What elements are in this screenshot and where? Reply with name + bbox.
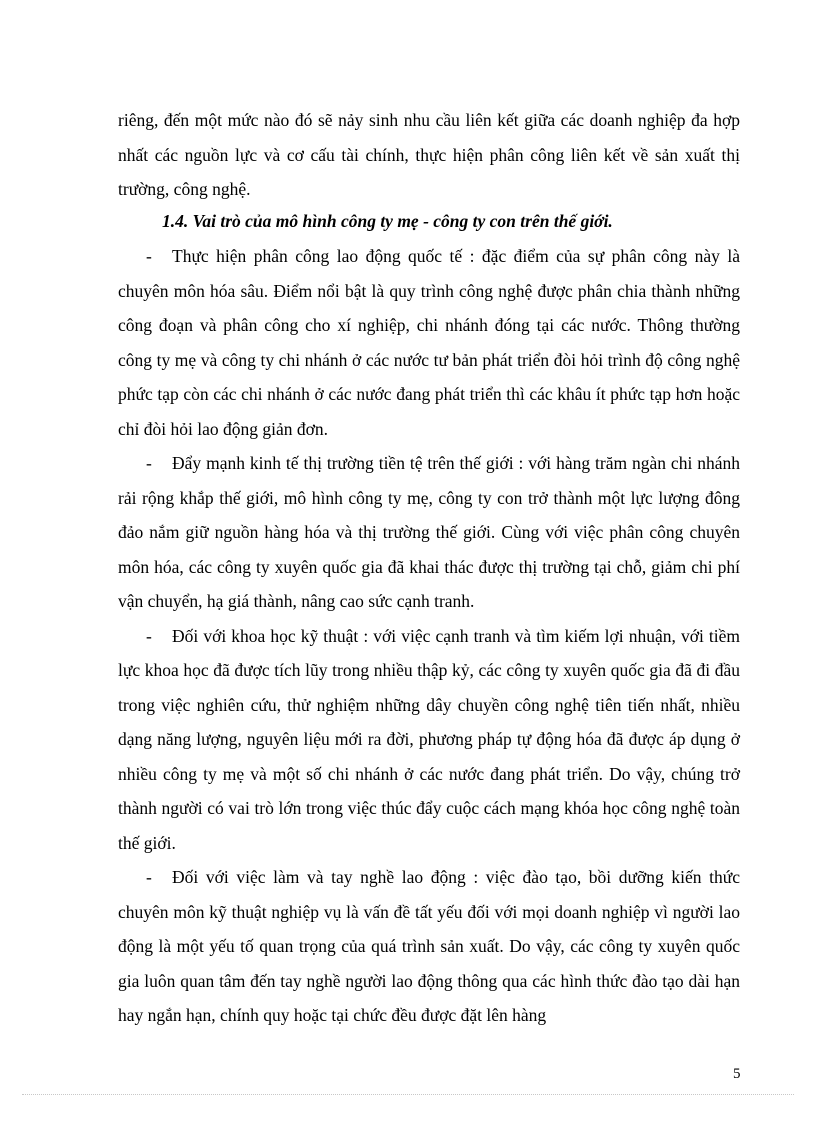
- intro-paragraph: riêng, đến một mức nào đó sẽ nảy sinh nhu cầu liên kết giữa các doanh nghiệp đa hợp nhất các nguồn lực và cơ cấu tài chính, thực hiện phân công liên kết về sản xuất thị trường, công nghệ.: [118, 110, 740, 199]
- bullet-text: Đối với việc làm và tay nghề lao động : việc đào tạo, bồi dưỡng kiến thức chuyên môn kỹ thuật nghiệp vụ là vấn đề tất yếu đối với mọi doanh nghiệp vì người lao động là một yếu tố quan trọng của quá trình sản xuất. Do vậy, các công ty xuyên quốc gia luôn quan tâm đến tay nghề người lao động thông qua các hình thức đào tạo dài hạn hay ngắn hạn, chính quy hoặc tại chức đều được đặt lên hàng: [118, 867, 740, 1025]
- bullet-text: Đối với khoa học kỹ thuật : với việc cạnh tranh và tìm kiếm lợi nhuận, với tiềm lực khoa học đã được tích lũy trong nhiều thập kỷ, các công ty xuyên quốc gia đã đi đầu trong việc nghiên cứu, thử nghiệm những dây chuyền công nghệ tiên tiến nhất, nhiều dạng năng lượng, nguyên liệu mới ra đời, phương pháp tự động hóa đã được áp dụng ở nhiều công ty mẹ và một số chi nhánh ở các nước đang phát triển. Do vậy, chúng trở thành người có vai trò lớn trong việc thúc đẩy cuộc cách mạng khóa học công nghệ toàn thế giới.: [118, 625, 740, 853]
- bullet-item: [118, 446, 740, 619]
- bullet-text: Đẩy mạnh kinh tế thị trường tiền tệ trên thế giới : với hàng trăm ngàn chi nhánh rải rộng khắp thế giới, mô hình công ty mẹ, công ty con trở thành một lực lượng đông đảo nắm giữ nguồn hàng hóa và thị trường thế giới. Cùng với việc phân công chuyên môn hóa, các công ty xuyên quốc gia đã khai thác được thị trường tại chỗ, giảm chi phí vận chuyển, hạ giá thành, nâng cao sức cạnh tranh.: [118, 453, 740, 611]
- footer-divider: [22, 1094, 794, 1095]
- bullet-marker: -: [146, 453, 152, 473]
- bullet-marker: -: [146, 867, 152, 887]
- bullet-item: [118, 860, 740, 1033]
- bullet-item: [118, 619, 740, 861]
- bullet-marker: -: [146, 625, 152, 646]
- page-number: 5: [733, 1066, 741, 1082]
- section-heading: 1.4. Vai trò của mô hình công ty mẹ - công ty con trên thế giới.: [162, 211, 613, 231]
- bullet-item: [118, 239, 740, 446]
- bullet-list: [118, 239, 740, 1033]
- bullet-marker: -: [146, 246, 152, 266]
- bullet-text: Thực hiện phân công lao động quốc tế : đặc điểm của sự phân công này là chuyên môn hóa sâu. Điểm nổi bật là quy trình công nghệ được phân chia thành những công đoạn và phân công cho xí nghiệp, chi nhánh đóng tại các nước. Thông thường công ty mẹ và công ty chi nhánh ở các nước tư bản phát triển đòi hỏi trình độ công nghệ phức tạp còn các chi nhánh ở các nước đang phát triển thì các khâu ít phức tạp hơn hoặc chỉ đòi hỏi lao động giản đơn.: [118, 246, 740, 439]
